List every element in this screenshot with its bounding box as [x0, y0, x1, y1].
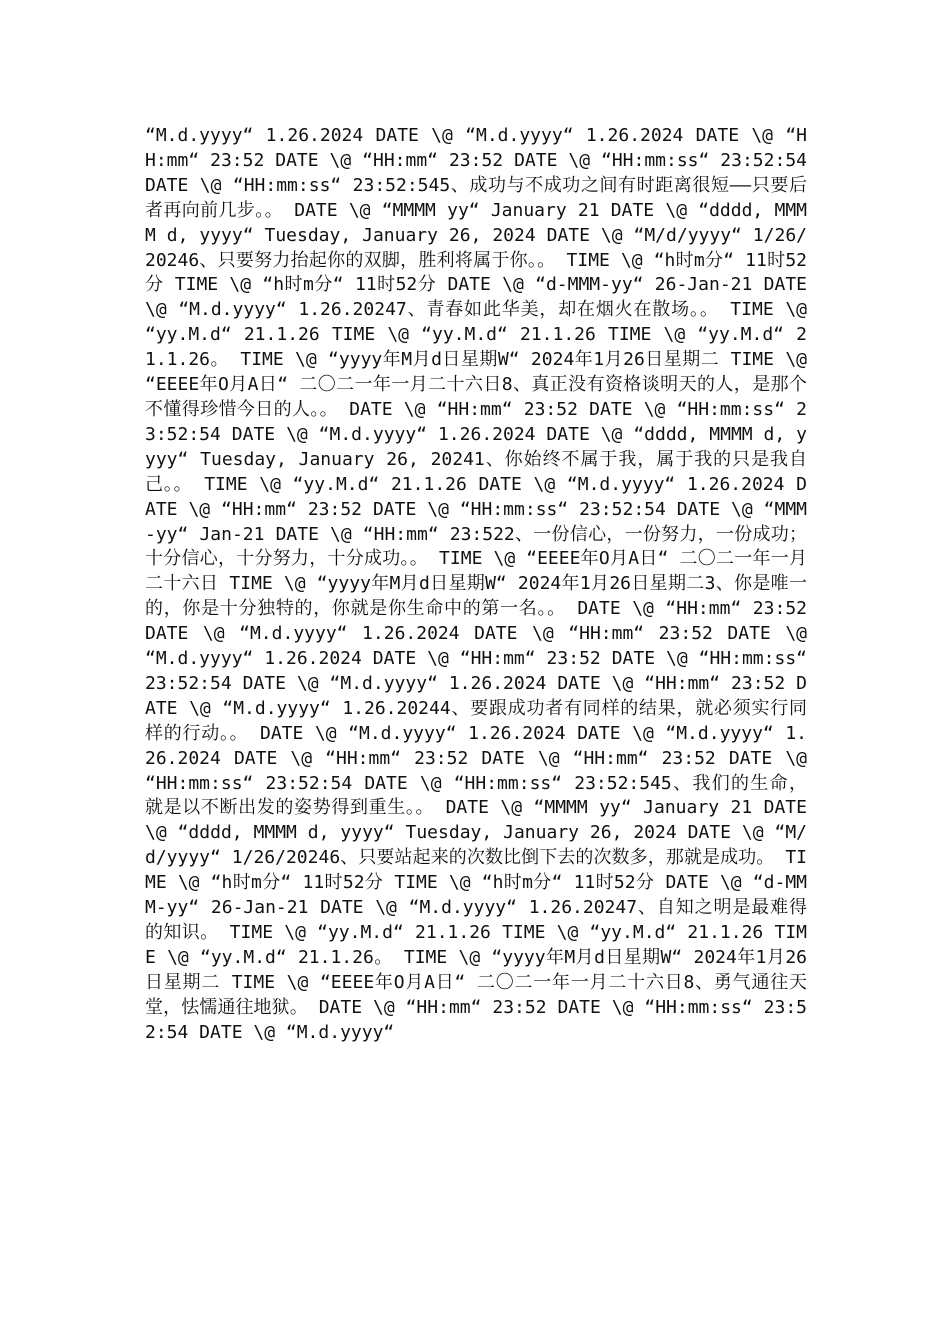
- document-body: [145, 124, 807, 1046]
- body-paragraph: “M.d.yyyy“ 1.26.2024 DATE \@ “M.d.yyyy“ 1.26.2024 DATE \@ “HH:mm“ 23:52 DATE \@ “HH:mm“ 23:52 DATE \@ “HH:mm:ss“ 23:52:54 DATE \@ “HH:mm:ss“ 23:52:545、成功与不成功之间有时距离很短——只要后者再向前几步。。 DATE \@ “MMMM yy“ January 21 DATE \@ “dddd, MMMM d, yyyy“ Tuesday, January 26, 2024 DATE \@ “M/d/yyyy“ 1/26/20246、只要努力抬起你的双脚，胜利将属于你。。 TIME \@ “h时m分“ 11时52分 TIME \@ “h时m分“ 11时52分 DATE \@ “d-MMM-yy“ 26-Jan-21 DATE \@ “M.d.yyyy“ 1.26.20247、青春如此华美，却在烟火在散场。。 TIME \@ “yy.M.d“ 21.1.26 TIME \@ “yy.M.d“ 21.1.26 TIME \@ “yy.M.d“ 21.1.26。 TIME \@ “yyyy年M月d日星期W“ 2024年1月26日星期二 TIME \@ “EEEE年O月A日“ 二〇二一年一月二十六日8、真正没有资格谈明天的人，是那个不懂得珍惜今日的人。。 DATE \@ “HH:mm“ 23:52 DATE \@ “HH:mm:ss“ 23:52:54 DATE \@ “M.d.yyyy“ 1.26.2024 DATE \@ “dddd, MMMM d, yyyy“ Tuesday, January 26, 20241、你始终不属于我，属于我的只是我自己。。 TIME \@ “yy.M.d“ 21.1.26 DATE \@ “M.d.yyyy“ 1.26.2024 DATE \@ “HH:mm“ 23:52 DATE \@ “HH:mm:ss“ 23:52:54 DATE \@ “MMM-yy“ Jan-21 DATE \@ “HH:mm“ 23:522、一份信心，一份努力，一份成功；十分信心，十分努力，十分成功。。 TIME \@ “EEEE年O月A日“ 二〇二一年一月二十六日 TIME \@ “yyyy年M月d日星期W“ 2024年1月26日星期二3、你是唯一的，你是十分独特的，你就是你生命中的第一名。。 DATE \@ “HH:mm“ 23:52 DATE \@ “M.d.yyyy“ 1.26.2024 DATE \@ “HH:mm“ 23:52 DATE \@ “M.d.yyyy“ 1.26.2024 DATE \@ “HH:mm“ 23:52 DATE \@ “HH:mm:ss“ 23:52:54 DATE \@ “M.d.yyyy“ 1.26.2024 DATE \@ “HH:mm“ 23:52 DATE \@ “M.d.yyyy“ 1.26.20244、要跟成功者有同样的结果，就必须实行同样的行动。。 DATE \@ “M.d.yyyy“ 1.26.2024 DATE \@ “M.d.yyyy“ 1.26.2024 DATE \@ “HH:mm“ 23:52 DATE \@ “HH:mm“ 23:52 DATE \@ “HH:mm:ss“ 23:52:54 DATE \@ “HH:mm:ss“ 23:52:545、我们的生命，就是以不断出发的姿势得到重生。。 DATE \@ “MMMM yy“ January 21 DATE \@ “dddd, MMMM d, yyyy“ Tuesday, January 26, 2024 DATE \@ “M/d/yyyy“ 1/26/20246、只要站起来的次数比倒下去的次数多，那就是成功。 TIME \@ “h时m分“ 11时52分 TIME \@ “h时m分“ 11时52分 DATE \@ “d-MMM-yy“ 26-Jan-21 DATE \@ “M.d.yyyy“ 1.26.20247、自知之明是最难得的知识。 TIME \@ “yy.M.d“ 21.1.26 TIME \@ “yy.M.d“ 21.1.26 TIME \@ “yy.M.d“ 21.1.26。 TIME \@ “yyyy年M月d日星期W“ 2024年1月26日星期二 TIME \@ “EEEE年O月A日“ 二〇二一年一月二十六日8、勇气通往天堂，怯懦通往地狱。 DATE \@ “HH:mm“ 23:52 DATE \@ “HH:mm:ss“ 23:52:54 DATE \@ “M.d.yyyy“: [145, 125, 807, 1043]
